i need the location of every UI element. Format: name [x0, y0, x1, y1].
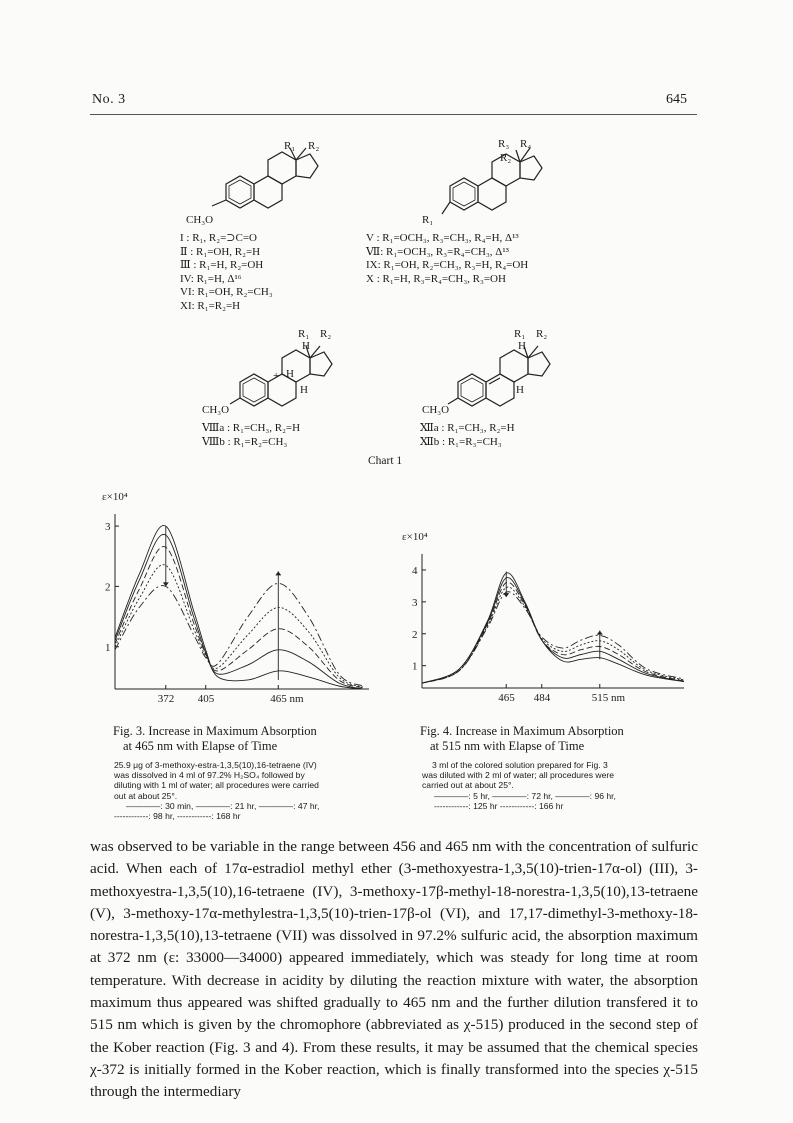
fig4-legend-line: ------------: 125 hr ------------: 166 hr	[434, 800, 564, 811]
y-axis-label: ε×10⁴	[402, 531, 428, 543]
compound-line: Ⅲ : R₁=H, R₂=OH	[180, 259, 264, 271]
figure-3	[84, 486, 374, 705]
y-tick-label: 3	[412, 596, 418, 609]
fig3-note-line: was dissolved in 4 ml of 97.2% H₂SO₄ followed by	[114, 770, 305, 781]
r2-label: R₂	[308, 140, 320, 152]
arrow-head	[503, 593, 509, 597]
r1-label: R₁	[298, 328, 310, 340]
r2-label: R₂	[536, 328, 548, 340]
x-tick-label: 372	[157, 693, 175, 705]
fig3-note-line: out at about 25°.	[114, 790, 178, 801]
h-label: H	[516, 384, 524, 396]
x-tick-label: 465	[498, 692, 515, 704]
x-tick-label: 405	[197, 693, 215, 705]
fig4-caption	[420, 724, 690, 754]
compound-line: Ⅷb : R₁=R₂=CH₃	[202, 435, 288, 448]
r4-label: R₄	[520, 138, 532, 150]
arrow-head	[275, 571, 281, 575]
r3-label: R₃	[498, 138, 510, 150]
structure-1	[180, 136, 330, 336]
body-text	[90, 836, 698, 1104]
y-tick-label: 2	[105, 581, 111, 594]
compound-line: Ⅱ : R₁=OH, R₂=H	[180, 245, 261, 258]
substituent-label: CH₃O	[186, 214, 214, 226]
fig3-caption	[113, 724, 373, 754]
y-tick-label: 3	[105, 521, 111, 534]
compound-line: Ⅶ: R₁=OCH₃, R₃=R₄=CH₃, Δ¹³	[366, 245, 509, 258]
x-tick-label: 515 nm	[591, 692, 626, 704]
arrow-head	[597, 631, 603, 635]
compound-line: IX: R₁=OH, R₂=CH₃, R₃=H, R₄=OH	[366, 259, 529, 271]
fig4-note-line: carried out at about 25°.	[422, 780, 514, 791]
compound-line: Ⅷa : R₁=CH₃, R₂=H	[202, 422, 301, 434]
compound-line: XI: R₁=R₂=H	[180, 299, 241, 312]
series-line	[422, 592, 684, 683]
figure-4	[394, 528, 694, 708]
header-rule	[90, 114, 697, 115]
compound-line: Ⅻa : R₁=CH₃, R₂=H	[420, 422, 515, 434]
r2-label: R₂	[500, 152, 512, 164]
fig3-caption-line2: at 465 nm with Elapse of Time	[123, 739, 278, 753]
compound-line: IV: R₁=H, Δ¹⁶	[180, 272, 242, 285]
series-line	[115, 534, 363, 689]
fig3-plot	[84, 486, 374, 705]
h-label: H	[302, 340, 310, 352]
substituent-label: CH₃O	[202, 404, 230, 416]
x-tick-label: 484	[533, 692, 551, 704]
fig3-legend-line: ————: 30 min, ————: 21 hr, ————: 47 hr,	[126, 800, 320, 811]
structure-2	[366, 134, 700, 294]
compound-line: Ⅻb : R₁=R₃=CH₃	[420, 435, 502, 448]
compound-line: I : R₁, R₂=⊃C=O	[180, 232, 257, 244]
fig4-legend-line: ————: 5 hr, ————: 72 hr, ————: 96 hr,	[434, 790, 616, 801]
fig4-note	[422, 760, 682, 811]
fig4-note-line: 3 ml of the colored solution prepared for Fig. 3	[432, 760, 608, 770]
fig3-note-line: diluting with 1 ml of water; all procedures were carried	[114, 780, 319, 791]
fig3-legend-line: ------------: 98 hr, ------------: 168 hr	[114, 811, 241, 822]
page-number: 645	[666, 92, 687, 107]
fig4-caption-line2: at 515 nm with Elapse of Time	[430, 739, 585, 753]
y-tick-label: 4	[412, 564, 418, 577]
h-label: H	[300, 384, 308, 396]
structure-4	[420, 328, 590, 458]
fig4-plot	[394, 528, 694, 708]
series-line	[115, 583, 363, 686]
fig3-caption-line1: Fig. 3. Increase in Maximum Absorption	[113, 724, 317, 738]
r1-label: R₁	[422, 214, 434, 226]
x-tick-label: 465 nm	[270, 693, 304, 705]
series-line	[422, 587, 684, 683]
compound-line: V : R₁=OCH₃, R₃=CH₃, R₄=H, Δ¹³	[366, 232, 519, 244]
r1-label: R₁	[514, 328, 526, 340]
y-tick-label: 2	[412, 628, 418, 641]
r1-label: R₁	[284, 140, 296, 152]
y-tick-label: 1	[412, 660, 418, 673]
fig3-note-line: 25.9 μg of 3-methoxy-estra-1,3,5(10),16-tetraene (IV)	[114, 760, 317, 770]
fig4-caption-line1: Fig. 4. Increase in Maximum Absorption	[420, 724, 624, 738]
substituent-label: CH₃O	[422, 404, 450, 416]
chart-label: Chart 1	[368, 455, 403, 467]
cation-label: +	[273, 370, 280, 382]
series-line	[115, 547, 363, 688]
h-label: H	[286, 368, 294, 380]
journal-issue: No. 3	[92, 92, 126, 107]
fig3-note	[114, 760, 382, 821]
fig4-note-line: was diluted with 2 ml of water; all procedures were	[422, 770, 615, 781]
y-tick-label: 1	[105, 641, 111, 654]
structure-3	[202, 328, 362, 458]
compound-line: VI: R₁=OH, R₂=CH₃	[180, 286, 273, 298]
body-paragraph: was observed to be variable in the range between 456 and 465 nm with the concentration of sulfuric acid. When each of 17α-estradiol methyl ether (3-methoxyestra-1,3,5(10)-trien-17α-ol) (III), 3-methoxyestra-1,3,5(10),16-tetraene (IV), 3-methoxy-17β-methyl-18-norestra-1,3,5(10),13-tetraene (V), 3-methoxy-17α-methylestra-1,3,5(10)-trien-17β-ol (VI), and 17,17-dimethyl-3-methoxy-18-norestra-1,3,5(10),13-tetraene (VII) was dissolved in 97.2% sulfuric acid, the absorption maximum at 372 nm (ε: 33000—34000) appeared immediately, which was steady for long time at room temperature. With decrease in acidity by diluting the reaction mixture with water, the absorption maximum thus appeared was shifted gradually to 465 nm and the further dilution transfered it to 515 nm which is given by the chromophore (abbreviated as χ-515) produced in the second step of the Kober reaction (Fig. 3 and 4). From these results, it may be assumed that the chemical species χ-372 is initially formed in the Kober reaction, which is finally transformed into the species χ-515 through the intermediary	[90, 838, 698, 1101]
y-axis-label: ε×10⁴	[102, 491, 128, 503]
r2-label: R₂	[320, 328, 332, 340]
compound-line: X : R₁=H, R₃=R₄=CH₃, R₃=OH	[366, 272, 506, 285]
h-label: H	[518, 340, 526, 352]
